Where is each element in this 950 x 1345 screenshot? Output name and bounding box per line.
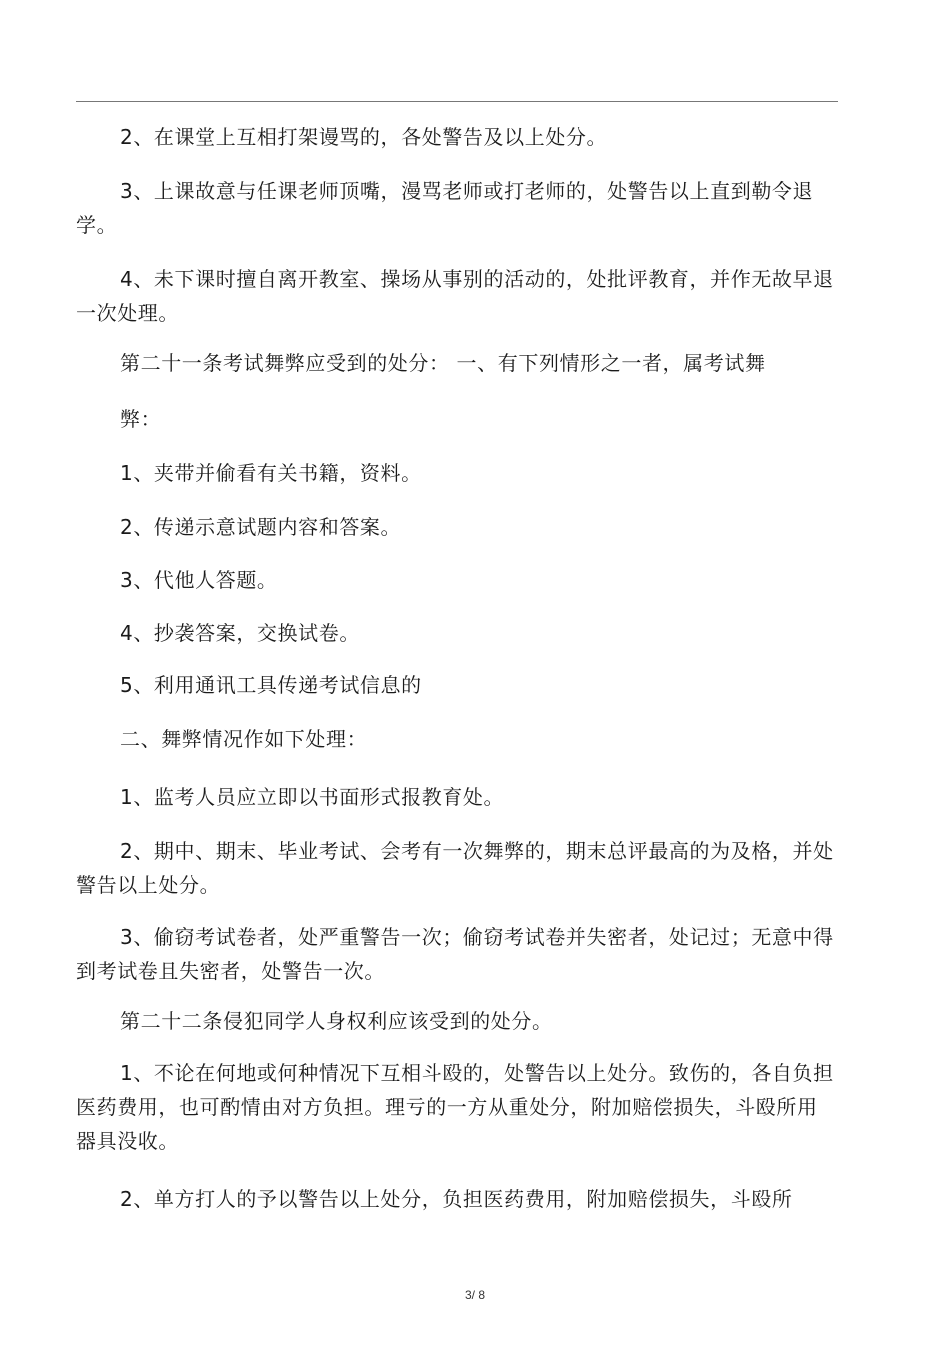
paragraph-1: 2、在课堂上互相打架谩骂的，各处警告及以上处分。: [120, 125, 608, 149]
handling-item-3: 3、偷窃考试卷者，处严重警告一次；偷窃考试卷并失密者，处记过；无意中得到考试卷且失密者，处警告一次。: [76, 925, 834, 983]
paragraph-2: 3、上课故意与任课老师顶嘴，漫骂老师或打老师的，处警告以上直到勒令退学。: [76, 179, 814, 237]
section-two-heading: 二、舞弊情况作如下处理：: [120, 727, 368, 751]
list-item-1: 1、夹带并偷看有关书籍，资料。: [120, 461, 422, 485]
list-item-4: 4、抄袭答案，交换试卷。: [120, 621, 360, 645]
paragraph-article-21-cont: 弊：: [120, 407, 162, 431]
handling-item-1: 1、监考人员应立即以书面形式报教育处。: [120, 785, 505, 809]
list-item-3: 3、代他人答题。: [120, 568, 278, 592]
handling-item-2: 2、期中、期末、毕业考试、会考有一次舞弊的，期末总评最高的为及格，并处警告以上处分。: [76, 839, 834, 897]
paragraph-article-22: 第二十二条侵犯同学人身权利应该受到的处分。: [120, 1009, 553, 1033]
list-item-2: 2、传递示意试题内容和答案。: [120, 515, 402, 539]
page-number: 3/ 8: [464, 1288, 485, 1302]
header-rule: [76, 101, 838, 102]
paragraph-article-21: 第二十一条考试舞弊应受到的处分： 一、有下列情形之一者，属考试舞: [120, 351, 766, 375]
article-22-item-2: 2、单方打人的予以警告以上处分，负担医药费用，附加赔偿损失，斗殴所: [120, 1187, 793, 1211]
list-item-5: 5、利用通讯工具传递考试信息的: [120, 673, 422, 697]
paragraph-3: 4、未下课时擅自离开教室、操场从事别的活动的，处批评教育，并作无故早退一次处理。: [76, 267, 834, 325]
article-22-item-1: 1、不论在何地或何种情况下互相斗殴的，处警告以上处分。致伤的，各自负担医药费用，也可酌情由对方负担。理亏的一方从重处分，附加赔偿损失，斗殴所用器具没收。: [76, 1061, 834, 1153]
